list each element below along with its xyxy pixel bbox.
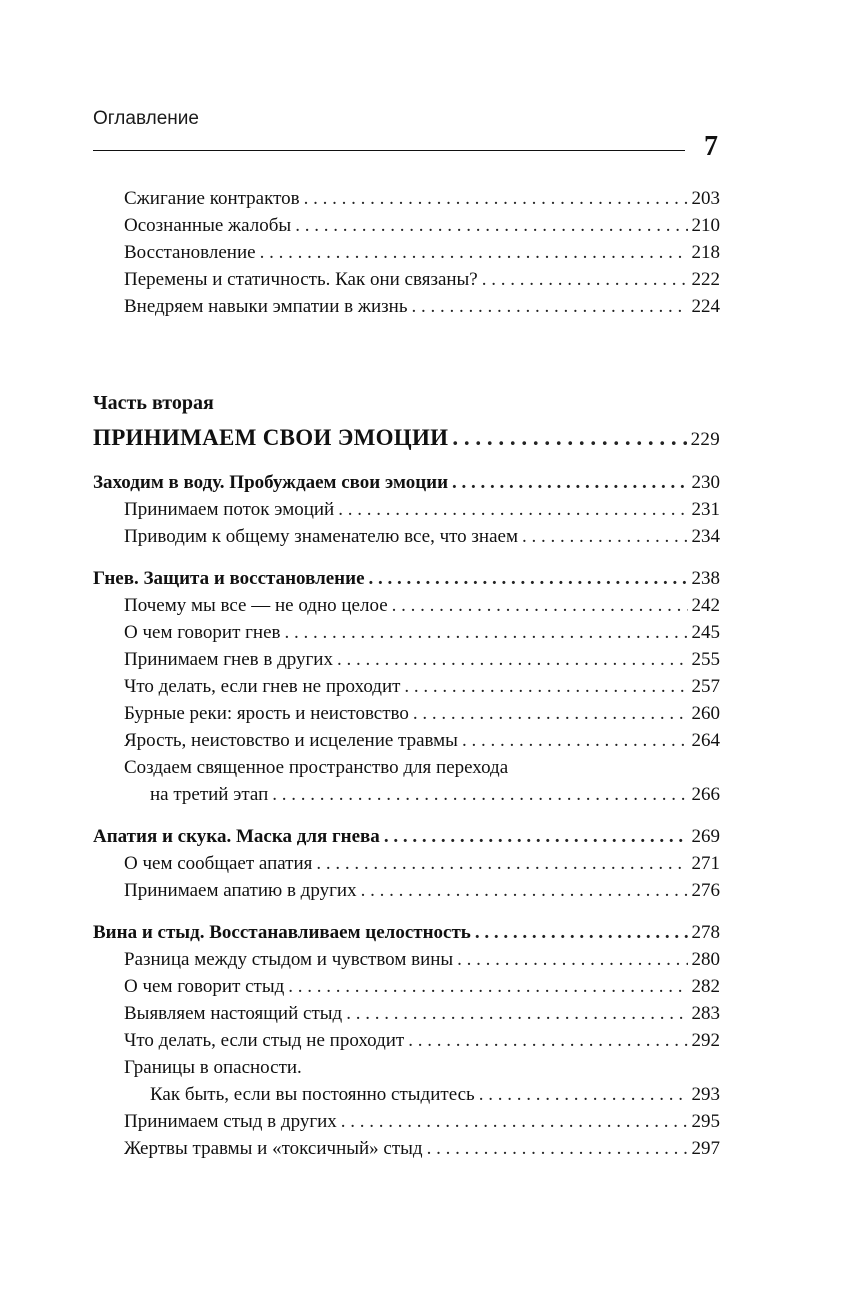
toc-entry-page: 276 bbox=[691, 880, 720, 901]
toc-entry-page: 222 bbox=[691, 269, 720, 290]
toc-entry-title: Что делать, если стыд не проходит bbox=[124, 1030, 405, 1051]
toc-chapter-page: 238 bbox=[691, 568, 720, 589]
toc-entry-title: О чем сообщает апатия bbox=[124, 853, 313, 874]
leader-dots bbox=[479, 1082, 688, 1108]
toc-entry bbox=[124, 213, 720, 239]
leader-dots bbox=[452, 470, 687, 496]
part-page: 229 bbox=[690, 429, 720, 450]
toc-entry bbox=[124, 1109, 720, 1135]
toc-entry-title: Бурные реки: ярость и неистовство bbox=[124, 703, 409, 724]
toc-entry-title: Создаем священное пространство для перехода bbox=[124, 757, 509, 778]
leader-dots bbox=[452, 425, 686, 451]
toc-entry-title: Границы в опасности. bbox=[124, 1057, 302, 1078]
toc-entry-title: Принимаем апатию в других bbox=[124, 880, 357, 901]
leader-dots bbox=[427, 1136, 688, 1162]
toc-entry-title: на третий этап bbox=[150, 784, 269, 805]
toc-entry-title: Что делать, если гнев не проходит bbox=[124, 676, 401, 697]
toc-chapter bbox=[93, 566, 720, 592]
toc-entry-page: 297 bbox=[691, 1138, 720, 1159]
toc-entry-title: Выявляем настоящий стыд bbox=[124, 1003, 343, 1024]
leader-dots bbox=[361, 878, 688, 904]
toc-entry-page: 260 bbox=[691, 703, 720, 724]
toc-entry bbox=[124, 701, 720, 727]
toc-entry-page: 210 bbox=[691, 215, 720, 236]
toc-entry-page: 234 bbox=[691, 526, 720, 547]
toc-entry-page: 203 bbox=[691, 188, 720, 209]
toc-entry-page: 264 bbox=[691, 730, 720, 751]
toc-entry-page: 282 bbox=[691, 976, 720, 997]
toc-entry-title: Жертвы травмы и «токсичный» стыд bbox=[124, 1138, 423, 1159]
leader-dots bbox=[338, 497, 687, 523]
leader-dots bbox=[412, 294, 688, 320]
toc-entry bbox=[124, 974, 720, 1000]
toc-entry bbox=[124, 294, 720, 320]
toc-entry bbox=[124, 593, 720, 619]
part-label: Часть вторая bbox=[93, 392, 214, 414]
toc-entry bbox=[124, 674, 720, 700]
toc-entry-title: О чем говорит гнев bbox=[124, 622, 281, 643]
toc-entry bbox=[150, 782, 720, 808]
toc-entry-page: 242 bbox=[691, 595, 720, 616]
toc-entry-page: 255 bbox=[691, 649, 720, 670]
toc-entry-page: 218 bbox=[691, 242, 720, 263]
toc-entry-title: Как быть, если вы постоянно стыдитесь bbox=[150, 1084, 475, 1105]
leader-dots bbox=[457, 947, 687, 973]
leader-dots bbox=[316, 851, 687, 877]
toc-entry bbox=[124, 1028, 720, 1054]
toc-entry-title: Разница между стыдом и чувством вины bbox=[124, 949, 454, 970]
toc-chapter bbox=[93, 824, 720, 850]
toc-entry bbox=[124, 186, 720, 212]
leader-dots bbox=[384, 824, 688, 850]
toc-entry bbox=[124, 1001, 720, 1027]
page-number: 7 bbox=[704, 131, 718, 162]
toc-chapter-page: 230 bbox=[691, 472, 720, 493]
toc-entry bbox=[124, 497, 720, 523]
toc-entry-title: Сжигание контрактов bbox=[124, 188, 300, 209]
toc-entry-page: 245 bbox=[691, 622, 720, 643]
leader-dots bbox=[272, 782, 687, 808]
toc-entry bbox=[124, 267, 720, 293]
leader-dots bbox=[341, 1109, 688, 1135]
header-rule bbox=[93, 150, 685, 151]
toc-entry bbox=[124, 878, 720, 904]
toc-entry-title: Восстановление bbox=[124, 242, 256, 263]
toc-entry-title: Почему мы все — не одно целое bbox=[124, 595, 388, 616]
running-head-title: Оглавление bbox=[93, 108, 199, 129]
leader-dots bbox=[295, 213, 687, 239]
leader-dots bbox=[522, 524, 688, 550]
leader-dots bbox=[462, 728, 688, 754]
toc-entry bbox=[150, 1082, 720, 1108]
toc-entry bbox=[124, 524, 720, 550]
toc-entry bbox=[124, 947, 720, 973]
leader-dots bbox=[413, 701, 688, 727]
toc-chapter-title: Заходим в воду. Пробуждаем свои эмоции bbox=[93, 472, 449, 493]
toc-entry-title: Внедряем навыки эмпатии в жизнь bbox=[124, 296, 408, 317]
toc-entry bbox=[124, 1136, 720, 1162]
toc-entry-page: 293 bbox=[691, 1084, 720, 1105]
toc-entry-title: Перемены и статичность. Как они связаны? bbox=[124, 269, 478, 290]
toc-entry-title: Ярость, неистовство и исцеление травмы bbox=[124, 730, 458, 751]
toc-entry bbox=[124, 851, 720, 877]
toc-entry-page: 271 bbox=[691, 853, 720, 874]
leader-dots bbox=[475, 920, 688, 946]
toc-entry-page: 224 bbox=[691, 296, 720, 317]
leader-dots bbox=[369, 566, 688, 592]
toc-entry-page: 283 bbox=[691, 1003, 720, 1024]
toc-chapter bbox=[93, 920, 720, 946]
toc-entry-page: 257 bbox=[691, 676, 720, 697]
leader-dots bbox=[404, 674, 687, 700]
toc-entry-title: О чем говорит стыд bbox=[124, 976, 285, 997]
leader-dots bbox=[288, 974, 687, 1000]
leader-dots bbox=[408, 1028, 687, 1054]
toc-chapter-title: Вина и стыд. Восстанавливаем целостность bbox=[93, 922, 471, 943]
toc-entry-page: 292 bbox=[691, 1030, 720, 1051]
toc-chapter-page: 278 bbox=[691, 922, 720, 943]
toc-chapter-page: 269 bbox=[691, 826, 720, 847]
toc-entry-page: 280 bbox=[691, 949, 720, 970]
toc-entry-page: 295 bbox=[691, 1111, 720, 1132]
leader-dots bbox=[346, 1001, 687, 1027]
leader-dots bbox=[260, 240, 688, 266]
toc-entry bbox=[124, 647, 720, 673]
leader-dots bbox=[304, 186, 688, 212]
leader-dots bbox=[284, 620, 687, 646]
toc-entry bbox=[124, 240, 720, 266]
toc-entry-title: Принимаем стыд в других bbox=[124, 1111, 337, 1132]
part-title-entry bbox=[93, 425, 720, 453]
leader-dots bbox=[482, 267, 688, 293]
leader-dots bbox=[337, 647, 688, 673]
toc-entry-title: Осознанные жалобы bbox=[124, 215, 292, 236]
toc-entry-title: Приводим к общему знаменателю все, что знаем bbox=[124, 526, 518, 547]
toc-entry bbox=[124, 620, 720, 646]
toc-chapter-title: Гнев. Защита и восстановление bbox=[93, 568, 365, 589]
toc-entry bbox=[124, 728, 720, 754]
toc-entry-page: 231 bbox=[691, 499, 720, 520]
toc-entry-page: 266 bbox=[691, 784, 720, 805]
toc-entry-title: Принимаем гнев в других bbox=[124, 649, 333, 670]
toc-entry-title: Принимаем поток эмоций bbox=[124, 499, 335, 520]
leader-dots bbox=[392, 593, 688, 619]
toc-chapter-title: Апатия и скука. Маска для гнева bbox=[93, 826, 380, 847]
part-title: ПРИНИМАЕМ СВОИ ЭМОЦИИ bbox=[93, 425, 449, 450]
toc-chapter bbox=[93, 470, 720, 496]
